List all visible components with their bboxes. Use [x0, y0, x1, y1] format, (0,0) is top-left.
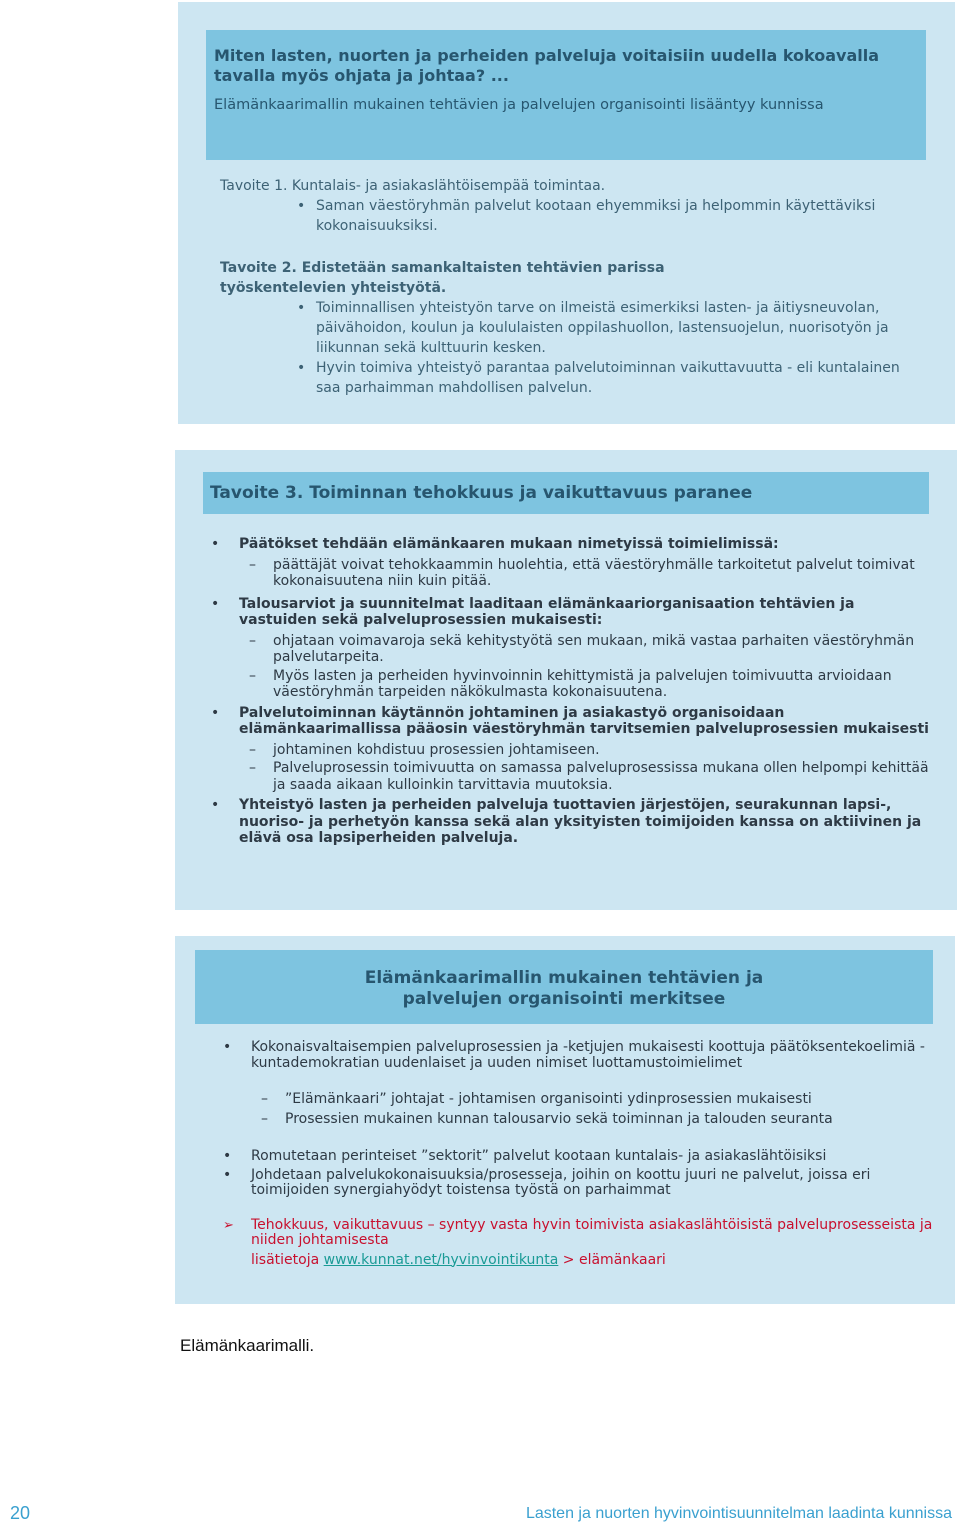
- goal2-title: Tavoite 2. Edistetään samankaltaisten tehtävien parissa työskentelevien yhteistyötä.: [220, 260, 665, 296]
- dash-item: – Myös lasten ja perheiden hyvinvoinnin kehittymistä ja palvelujen toimivuutta arvioidaan väestöryhmän tarpeiden näkökulmasta kokonaisuutena.: [211, 668, 931, 701]
- bullet-title: • Yhteistyö lasten ja perheiden palveluja tuottavien järjestöjen, seurakunnan lapsi-, nuoriso- ja perhetyön kanssa sekä alan yksityisten toimijoiden kanssa on aktiivinen ja elävä osa lapsiperheiden palveluja.: [239, 797, 922, 846]
- intro-header: [206, 30, 926, 160]
- figure-caption: Elämänkaarimalli.: [180, 1336, 315, 1355]
- dash-item: – päättäjät voivat tehokkaammin huolehtia, että väestöryhmälle tarkoitetut palvelut toimivat kokonaisuutena niin kuin pitää.: [211, 557, 931, 590]
- list-item: [211, 705, 931, 738]
- dash-item: – Palveluprosessin toimivuutta on samassa palveluprosessissa mukana ollen helpompi kehittää ja saada aikaan kulloinkin tarvittavia muutoksia.: [211, 760, 931, 793]
- list-item: • Hyvin toimiva yhteistyö parantaa palvelutoiminnan vaikuttavuutta - eli kuntalainen saa parhaimman mahdollisen palvelun.: [220, 358, 910, 398]
- dash-item: – ”Elämänkaari” johtajat - johtamisen organisointi ydinprosessien mukaisesti: [223, 1092, 943, 1108]
- conclusion-text: ➢ Tehokkuus, vaikuttavuus – syntyy vasta hyvin toimivista asiakaslähtöisistä palveluprosesseista ja niiden johtamisesta: [251, 1216, 933, 1248]
- intro-panel: [178, 2, 955, 424]
- list-item: [211, 797, 931, 847]
- goal1-title: Tavoite 1. Kuntalais- ja asiakaslähtöisempää toimintaa.: [220, 178, 606, 194]
- list-item: • Johdetaan palvelukokonaisuuksia/prosesseja, joihin on koottu juuri ne palvelut, joissa eri toimijoiden synergiahyödyt toistensa työstä on parhaimmat: [223, 1168, 943, 1199]
- dash-item: – ohjataan voimavaroja sekä kehitystyötä sen mukaan, mikä vastaa parhaiten väestöryhmän palvelutarpeita.: [211, 633, 931, 666]
- goal3-list: [211, 536, 931, 851]
- intro-heading: Miten lasten, nuorten ja perheiden palveluja voitaisiin uudella kokoavalla tavalla myös ohjata ja johtaa? ...: [214, 46, 880, 85]
- more-info-line: [251, 1253, 943, 1269]
- list-item: • Romutetaan perinteiset ”sektorit” palvelut kootaan kuntalais- ja asiakaslähtöisiksi: [223, 1149, 943, 1165]
- more-info-link[interactable]: www.kunnat.net/hyvinvointikunta: [323, 1251, 559, 1268]
- bullet-title: • Päätökset tehdään elämänkaaren mukaan nimetyissä toimielimissä:: [239, 536, 779, 552]
- list-item: [211, 596, 931, 629]
- dash-item: – johtaminen kohdistuu prosessien johtamiseen.: [211, 742, 931, 759]
- page-footer: Lasten ja nuorten hyvinvointisuunnitelman laadinta kunnissa: [525, 1505, 952, 1522]
- goal2-bullets: [220, 298, 910, 398]
- goal3-panel: [175, 450, 957, 910]
- intro-subheading: Elämänkaarimallin mukainen tehtävien ja palvelujen organisointi lisääntyy kunnissa: [214, 97, 824, 113]
- goal1-section: [220, 176, 910, 236]
- more-info-prefix: lisätietoja: [251, 1251, 320, 1268]
- list-item: [211, 536, 931, 553]
- list-item: • Toiminnallisen yhteistyön tarve on ilmeistä esimerkiksi lasten- ja äitiysneuvolan, päivähoidon, koulun ja koululaisten oppilashuollon, lastensuojelun, nuorisotyön ja liikunnan sekä kulttuurin kesken.: [220, 298, 910, 358]
- goal1-bullets: [220, 196, 910, 236]
- bullet-title: • Talousarviot ja suunnitelmat laaditaan elämänkaariorganisaation tehtävien ja vastuiden sekä palveluprosessien mukaisesti:: [239, 595, 855, 628]
- organisation-list: [223, 1040, 943, 1268]
- goal2-section: [220, 258, 910, 398]
- list-item: • Saman väestöryhmän palvelut kootaan ehyemmiksi ja helpommin käytettäviksi kokonaisuuksiksi.: [220, 196, 910, 236]
- dash-item: – Prosessien mukainen kunnan talousarvio sekä toiminnan ja talouden seuranta: [223, 1112, 943, 1128]
- goal3-heading: Tavoite 3. Toiminnan tehokkuus ja vaikuttavuus paranee: [203, 472, 929, 514]
- organisation-heading-line2: palvelujen organisointi merkitsee: [402, 989, 726, 1009]
- page-number: 20: [10, 1503, 31, 1523]
- organisation-heading-line1: Elämänkaarimallin mukainen tehtävien ja: [364, 968, 764, 988]
- organisation-panel: [175, 936, 955, 1304]
- bullet-title: • Palvelutoiminnan käytännön johtaminen ja asiakastyö organisoidaan elämänkaarimallissa pääosin väestöryhmän tarvitsemien palveluprosessien mukaisesti: [239, 704, 929, 737]
- more-info-suffix: > elämänkaari: [562, 1251, 666, 1268]
- conclusion-item: [223, 1218, 943, 1269]
- list-item: • Kokonaisvaltaisempien palveluprosessien ja -ketjujen mukaisesti koottuja päätöksentekoelimiä - kuntademokratian uudenlaiset ja uuden nimiset luottamustoimielimet: [223, 1040, 943, 1071]
- organisation-heading: [195, 950, 933, 1024]
